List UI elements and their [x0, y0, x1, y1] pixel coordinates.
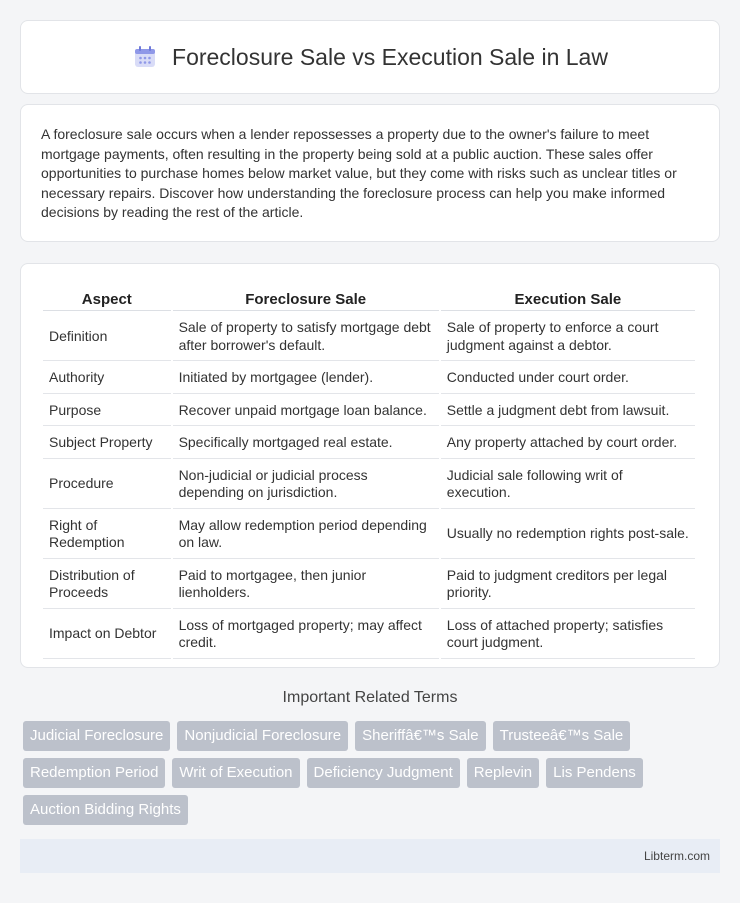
term-tag-lis-pendens[interactable]: Lis Pendens	[546, 758, 643, 788]
related-terms-title: Important Related Terms	[282, 689, 458, 706]
aspect-cell: Authority	[43, 363, 171, 394]
aspect-cell: Definition	[43, 313, 171, 361]
foreclosure-cell: Specifically mortgaged real estate.	[173, 428, 439, 459]
calendar-icon	[132, 44, 158, 70]
foreclosure-cell: May allow redemption period depending on law.	[173, 511, 439, 559]
table-row	[43, 313, 695, 361]
foreclosure-cell: Paid to mortgagee, then junior lienholders.	[173, 561, 439, 609]
term-tag-auction-bidding-rights[interactable]: Auction Bidding Rights	[23, 795, 188, 825]
execution-cell: Conducted under court order.	[441, 363, 695, 394]
term-tag-nonjudicial-foreclosure[interactable]: Nonjudicial Foreclosure	[177, 721, 348, 751]
term-tag-replevin[interactable]: Replevin	[467, 758, 539, 788]
execution-cell: Loss of attached property; satisfies court judgment.	[441, 611, 695, 659]
foreclosure-cell: Initiated by mortgagee (lender).	[173, 363, 439, 394]
term-tag-redemption-period[interactable]: Redemption Period	[23, 758, 165, 788]
header-foreclosure-sale: Foreclosure Sale	[173, 286, 439, 311]
aspect-cell: Impact on Debtor	[43, 611, 171, 659]
table-row	[43, 511, 695, 559]
foreclosure-cell: Sale of property to satisfy mortgage debt after borrower's default.	[173, 313, 439, 361]
aspect-cell: Purpose	[43, 396, 171, 427]
table-row	[43, 428, 695, 459]
table-row	[43, 461, 695, 509]
aspect-cell: Subject Property	[43, 428, 171, 459]
table-row	[43, 363, 695, 394]
comparison-table-card	[20, 263, 720, 668]
comparison-table	[41, 284, 697, 661]
foreclosure-cell: Non-judicial or judicial process depending on jurisdiction.	[173, 461, 439, 509]
term-tag-judicial-foreclosure[interactable]: Judicial Foreclosure	[23, 721, 170, 751]
term-tag-trustees-sale[interactable]: Trusteeâ€™s Sale	[493, 721, 631, 751]
foreclosure-cell: Loss of mortgaged property; may affect credit.	[173, 611, 439, 659]
footer	[20, 839, 720, 873]
execution-cell: Usually no redemption rights post-sale.	[441, 511, 695, 559]
execution-cell: Paid to judgment creditors per legal priority.	[441, 561, 695, 609]
related-terms-list	[23, 721, 723, 825]
header-aspect: Aspect	[43, 286, 171, 311]
foreclosure-cell: Recover unpaid mortgage loan balance.	[173, 396, 439, 427]
term-tag-writ-of-execution[interactable]: Writ of Execution	[172, 758, 299, 788]
table-row	[43, 611, 695, 659]
term-tag-sheriffs-sale[interactable]: Sheriffâ€™s Sale	[355, 721, 485, 751]
footer-site-link[interactable]: Libterm.com	[643, 849, 710, 863]
intro-card	[20, 104, 720, 242]
execution-cell: Judicial sale following writ of execution.	[441, 461, 695, 509]
table-row	[43, 561, 695, 609]
header	[132, 44, 608, 71]
execution-cell: Settle a judgment debt from lawsuit.	[441, 396, 695, 427]
term-tag-deficiency-judgment[interactable]: Deficiency Judgment	[307, 758, 460, 788]
aspect-cell: Right of Redemption	[43, 511, 171, 559]
header-execution-sale: Execution Sale	[441, 286, 695, 311]
execution-cell: Any property attached by court order.	[441, 428, 695, 459]
table-row	[43, 396, 695, 427]
table-header-row	[43, 286, 695, 311]
intro-text: A foreclosure sale occurs when a lender repossesses a property due to the owner's failure to meet mortgage payments, often resulting in the property being sold at a public auction. These sales offer opportunities to purchase homes below market value, but they come with risks such as unclear titles or necessary repairs. Discover how understanding the foreclosure process can help you make informed decisions by reading the rest of the article.	[41, 126, 677, 221]
aspect-cell: Procedure	[43, 461, 171, 509]
aspect-cell: Distribution of Proceeds	[43, 561, 171, 609]
header-card	[20, 20, 720, 94]
execution-cell: Sale of property to enforce a court judgment against a debtor.	[441, 313, 695, 361]
page-title: Foreclosure Sale vs Execution Sale in Law	[172, 43, 608, 70]
